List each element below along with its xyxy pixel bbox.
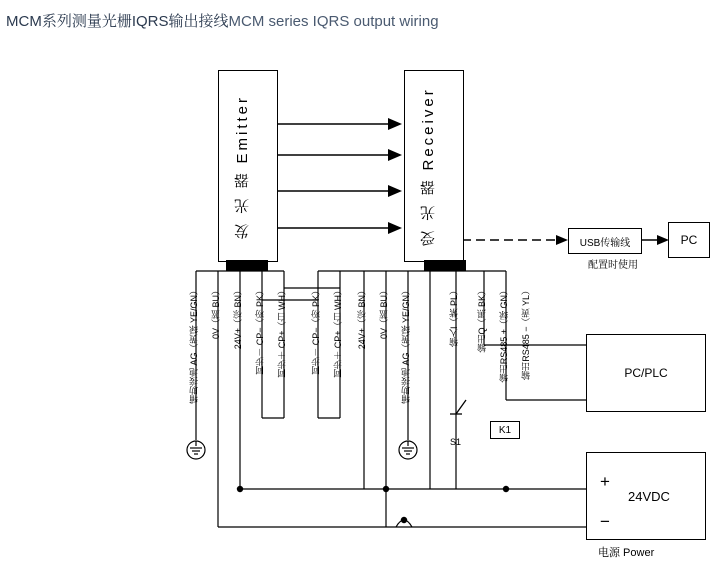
- page-title-en: MCM series IQRS output wiring: [228, 13, 439, 30]
- pc-plc-box: PC/PLC: [586, 334, 706, 412]
- receiver-wire-label-3: 0V（蓝 BU）: [379, 286, 389, 340]
- s1-switch-label: S1: [450, 437, 462, 447]
- emitter-wire-label-1: 0V（蓝 BU）: [211, 286, 221, 340]
- receiver-wire-label-6: 输出Q（黑 BK）: [477, 286, 487, 353]
- ground-symbol-emitter: [187, 441, 205, 459]
- emitter-wire-label-0: 辅助接地 AG（黄绿 YE/GN）: [189, 286, 199, 405]
- emitter-wire-label-3: 同步－ CP−（粉 PK）: [255, 286, 265, 375]
- page-title-cn: MCM系列测量光栅IQRS输出接线: [6, 13, 229, 30]
- emitter-wire-label-4: 同步＋ CP+（白 WH）: [277, 286, 287, 378]
- usb-to-pc-arrow: [639, 235, 669, 245]
- beam-arrows: [278, 118, 402, 234]
- power-voltage-label: 24VDC: [628, 489, 670, 504]
- power-minus-sign: −: [600, 512, 610, 531]
- ground-symbol-receiver: [399, 441, 417, 459]
- receiver-wire-label-8: 输出RS485 −（黄 YL）: [521, 286, 531, 380]
- receiver-terminal-block: [424, 260, 466, 271]
- switch-s1-symbol: [450, 400, 466, 414]
- receiver-wire-label-1: 同步＋ CP+（白 WH）: [333, 286, 343, 378]
- junction-dots: [237, 486, 509, 523]
- power-caption: 电源 Power: [598, 547, 655, 559]
- usb-dashed-link: [462, 235, 568, 245]
- power-plus-sign: +: [600, 472, 610, 491]
- sync-crosslink: [262, 288, 340, 300]
- receiver-wire-label-2: 24V+（棕 BN）: [357, 286, 367, 350]
- emitter-terminal-block: [226, 260, 268, 271]
- usb-note: 配置时使用: [588, 260, 638, 271]
- usb-cable-box: USB传输线: [568, 228, 642, 254]
- k1-contact-box: K1: [490, 421, 520, 439]
- receiver-wire-label-7: 输出RS485 +（绿 GN）: [499, 286, 509, 383]
- emitter-label: 发 光 器 Emitter: [234, 95, 251, 240]
- pc-box: PC: [668, 222, 710, 258]
- receiver-wire-label-0: 同步－ CP−（粉 PK）: [311, 286, 321, 375]
- receiver-label: 受 光 器 Receiver: [420, 87, 437, 247]
- receiver-wire-label-5: 输入I（紫 PL）: [449, 286, 459, 348]
- receiver-wire-label-4: 辅助接地 AG（黄绿 YE/GN）: [401, 286, 411, 405]
- emitter-wire-label-2: 24V+（棕 BN）: [233, 286, 243, 350]
